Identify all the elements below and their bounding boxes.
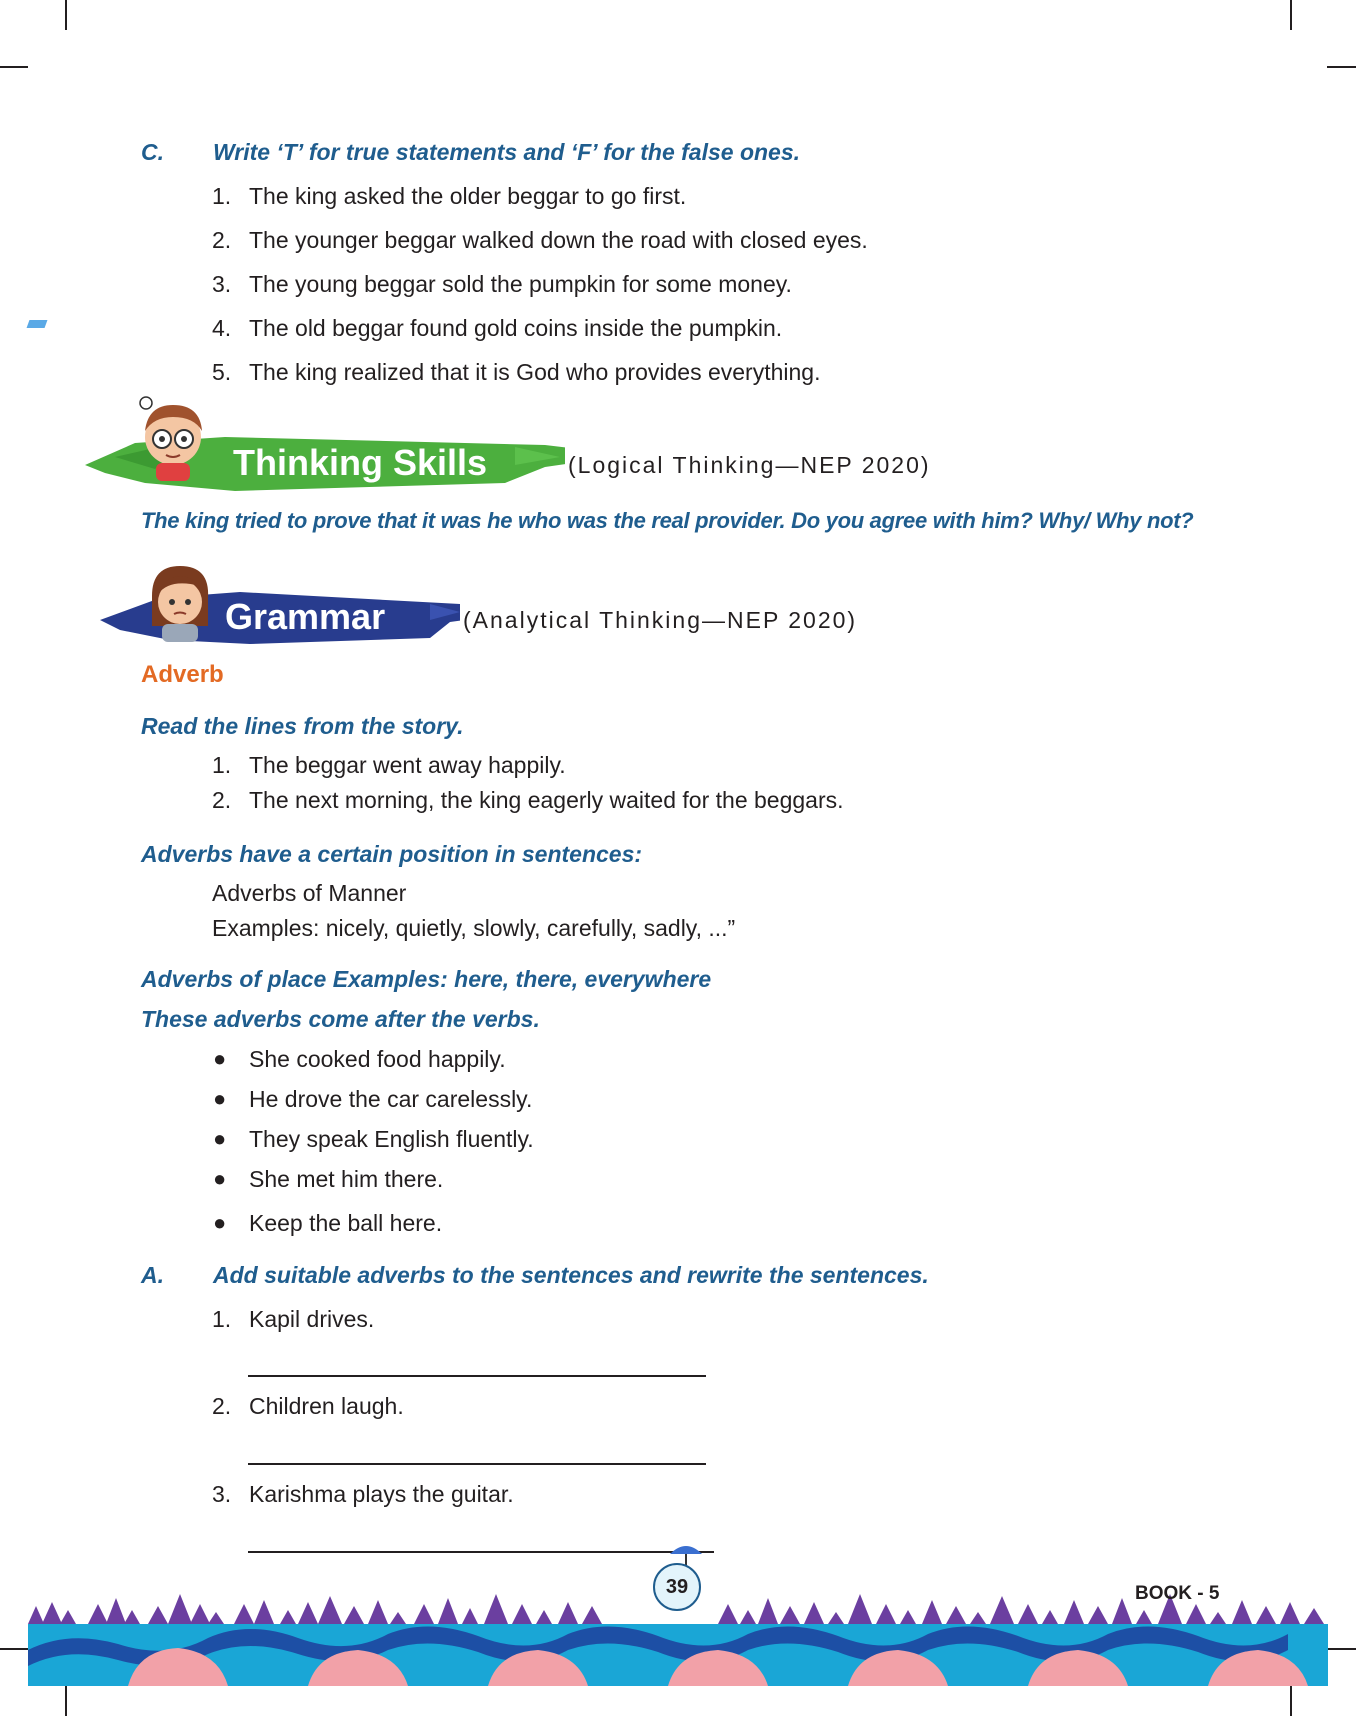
section-a-letter: A.	[141, 1262, 164, 1288]
item-text: Karishma plays the guitar.	[249, 1481, 514, 1507]
thinking-skills-title: Thinking Skills	[233, 442, 488, 483]
crop-mark-bottom-right-horizontal	[1327, 1648, 1356, 1650]
item-text: Children laugh.	[249, 1393, 404, 1419]
bullet-dot: ●	[213, 1046, 227, 1071]
item-number: 2.	[212, 787, 232, 813]
book-label: BOOK - 5	[1135, 1583, 1220, 1604]
section-c-instruction: Write ‘T’ for true statements and ‘F’ for the false ones.	[213, 139, 801, 165]
crop-mark-top-left-vertical	[65, 0, 67, 30]
grammar-title: Grammar	[225, 596, 386, 637]
bullet-dot: ●	[213, 1086, 227, 1111]
item-text: The king realized that it is God who provides everything.	[249, 359, 821, 385]
position-heading: Adverbs have a certain position in sentences:	[141, 841, 643, 867]
manner-title: Adverbs of Manner	[212, 880, 407, 906]
item-text: The next morning, the king eagerly waited for the beggars.	[249, 787, 844, 813]
item-text: The young beggar sold the pumpkin for some money.	[249, 271, 792, 297]
answer-line[interactable]	[248, 1551, 714, 1553]
item-number: 2.	[212, 227, 232, 253]
thinking-skills-question: The king tried to prove that it was he who was the real provider. Do you agree with him? Why/ Why not?	[141, 508, 1194, 533]
item-text: She cooked food happily.	[249, 1046, 506, 1072]
item-text: They speak English fluently.	[249, 1126, 534, 1152]
thinking-skills-subtitle: (Logical Thinking—NEP 2020)	[568, 452, 931, 478]
answer-line[interactable]	[248, 1463, 706, 1465]
grammar-topic: Adverb	[141, 661, 224, 688]
crop-mark-top-left-horizontal	[0, 66, 28, 68]
section-c-letter: C.	[141, 139, 164, 165]
item-text: The younger beggar walked down the road with closed eyes.	[249, 227, 868, 253]
margin-mark	[27, 320, 48, 328]
crop-mark-top-right-vertical	[1290, 0, 1292, 30]
girl-angry-icon	[140, 556, 220, 646]
manner-examples: Examples: nicely, quietly, slowly, carefully, sadly, ...”	[212, 915, 736, 941]
item-text: The king asked the older beggar to go first.	[249, 183, 687, 209]
item-text: He drove the car carelessly.	[249, 1086, 533, 1112]
crop-mark-bottom-right-vertical	[1290, 1686, 1292, 1716]
item-text: She met him there.	[249, 1166, 444, 1192]
after-verbs-heading: These adverbs come after the verbs.	[141, 1006, 540, 1032]
item-text: Kapil drives.	[249, 1306, 375, 1332]
place-heading: Adverbs of place Examples: here, there, everywhere	[141, 966, 712, 992]
item-number: 1.	[212, 752, 232, 778]
page-number-badge	[653, 1563, 701, 1611]
answer-line[interactable]	[248, 1375, 706, 1377]
section-a-instruction: Add suitable adverbs to the sentences and rewrite the sentences.	[213, 1262, 929, 1288]
bullet-dot: ●	[213, 1126, 227, 1151]
item-number: 3.	[212, 1481, 232, 1507]
item-number: 1.	[212, 183, 232, 209]
crop-mark-top-right-horizontal	[1327, 66, 1356, 68]
grammar-subtitle: (Analytical Thinking—NEP 2020)	[463, 607, 858, 633]
item-number: 2.	[212, 1393, 232, 1419]
item-text: The beggar went away happily.	[249, 752, 566, 778]
crop-mark-bottom-left-vertical	[65, 1686, 67, 1716]
bullet-dot: ●	[213, 1166, 227, 1191]
boy-thinking-icon	[128, 395, 218, 485]
item-text: Keep the ball here.	[249, 1210, 443, 1236]
item-number: 5.	[212, 359, 232, 385]
page-number: 39	[665, 1575, 689, 1598]
item-text: The old beggar found gold coins inside the pumpkin.	[249, 315, 783, 341]
item-number: 3.	[212, 271, 232, 297]
item-number: 1.	[212, 1306, 232, 1332]
read-heading: Read the lines from the story.	[141, 713, 464, 739]
bullet-dot: ●	[213, 1210, 227, 1235]
item-number: 4.	[212, 315, 232, 341]
crop-mark-bottom-left-horizontal	[0, 1648, 28, 1650]
